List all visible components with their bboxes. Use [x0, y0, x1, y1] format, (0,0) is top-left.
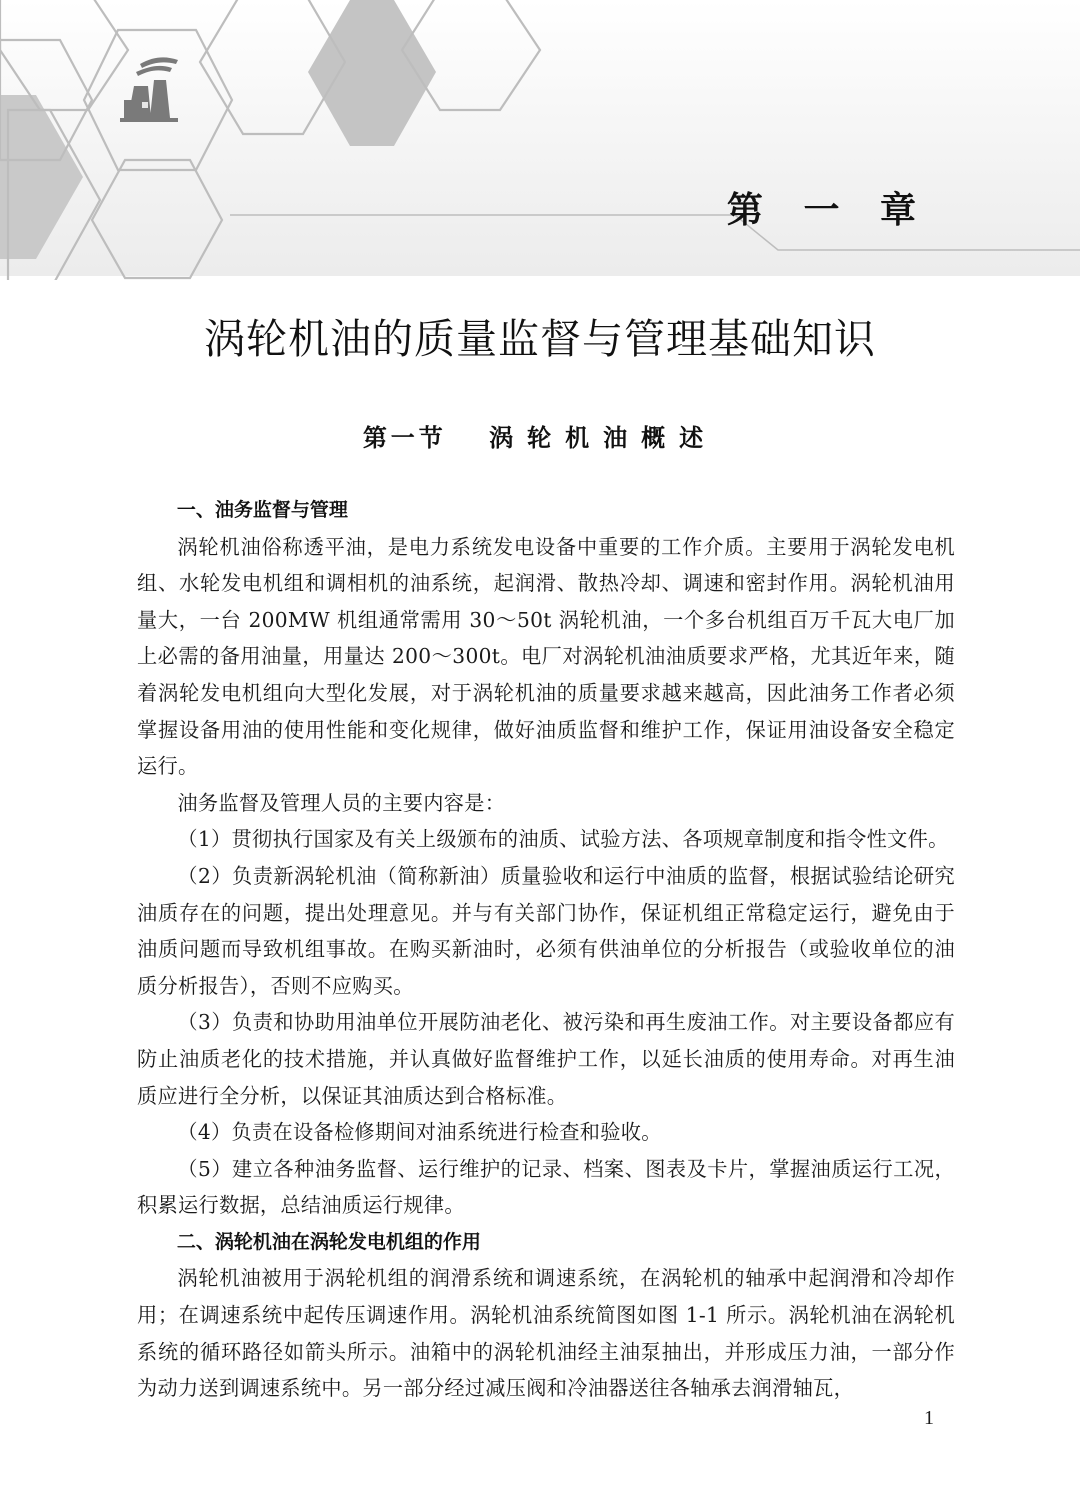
list-item: （4）负责在设备检修期间对油系统进行检查和验收。 [177, 1120, 662, 1145]
hexagon-filled [0, 95, 83, 259]
section-name: 涡轮机油概述 [489, 423, 718, 452]
body-text [137, 492, 955, 1407]
subsection-heading: 二、涡轮机油在涡轮发电机组的作用 [176, 1230, 481, 1253]
hexagon-outline [92, 160, 222, 278]
list-item: （1）贯彻执行国家及有关上级颁布的油质、试验方法、各项规章制度和指令性文件。 [177, 827, 949, 852]
list-item: （3）负责和协助用油单位开展防油老化、被污染和再生废油工作。对主要设备都应有防止油质老化的技术措施，并认真做好监督维护工作，以延长油质的使用寿命。对再生油质应进行全分析，以保证其油质达到合格标准。 [137, 1010, 955, 1108]
section-title [0, 418, 1080, 453]
hexagon-decoration [0, 0, 1080, 280]
power-plant-icon [120, 57, 178, 122]
hexagon-outline [0, 0, 128, 110]
list-item: （5）建立各种油务监督、运行维护的记录、档案、图表及卡片，掌握油质运行工况，积累运行数据，总结油质运行规律。 [137, 1156, 955, 1218]
chapter-title: 涡轮机油的质量监督与管理基础知识 [204, 315, 876, 363]
subsection-heading: 一、油务监督与管理 [176, 499, 348, 521]
page-number: 1 [924, 1407, 934, 1429]
paragraph: 油务监督及管理人员的主要内容是： [177, 790, 506, 815]
paragraph: 涡轮机油被用于涡轮机组的润滑系统和调速系统，在涡轮机的轴承中起润滑和冷却作用；在调速系统中起传压调速作用。涡轮机油系统简图如图 1-1 所示。涡轮机油在涡轮机系统的循环路径如箭头所示。油箱中的涡轮机油经主油泵抽出，并形成压力油，一部分作为动力送到调速系统中。另一部分经过减压阀和冷油器送往各轴承去润滑轴瓦， [137, 1266, 955, 1401]
list-item: （2）负责新涡轮机油（简称新油）质量验收和运行中油质的监督，根据试验结论研究油质存在的问题，提出处理意见。并与有关部门协作，保证机组正常稳定运行，避免由于油质问题而导致机组事故。在购买新油时，必须有供油单位的分析报告（或验收单位的油质分析报告），否则不应购买。 [137, 863, 955, 998]
paragraph: 涡轮机油俗称透平油，是电力系统发电设备中重要的工作介质。主要用于涡轮发电机组、水轮发电机组和调相机的油系统，起润滑、散热冷却、调速和密封作用。涡轮机油用量大，一台 200MW 机组通常需用 30～50t 涡轮机油，一个多台机组百万千瓦大电厂加上必需的备用油量，用量达 200～300t。电厂对涡轮机油油质要求严格，尤其近年来，随着涡轮发电机组向大型化发展，对于涡轮机油的质量要求越来越高，因此油务工作者必须掌握设备用油的使用性能和变化规律，做好油质监督和维护工作，保证用油设备安全稳定运行。 [137, 534, 955, 779]
section-number: 第一节 [362, 423, 447, 452]
chapter-label: 第 一 章 [726, 190, 930, 231]
